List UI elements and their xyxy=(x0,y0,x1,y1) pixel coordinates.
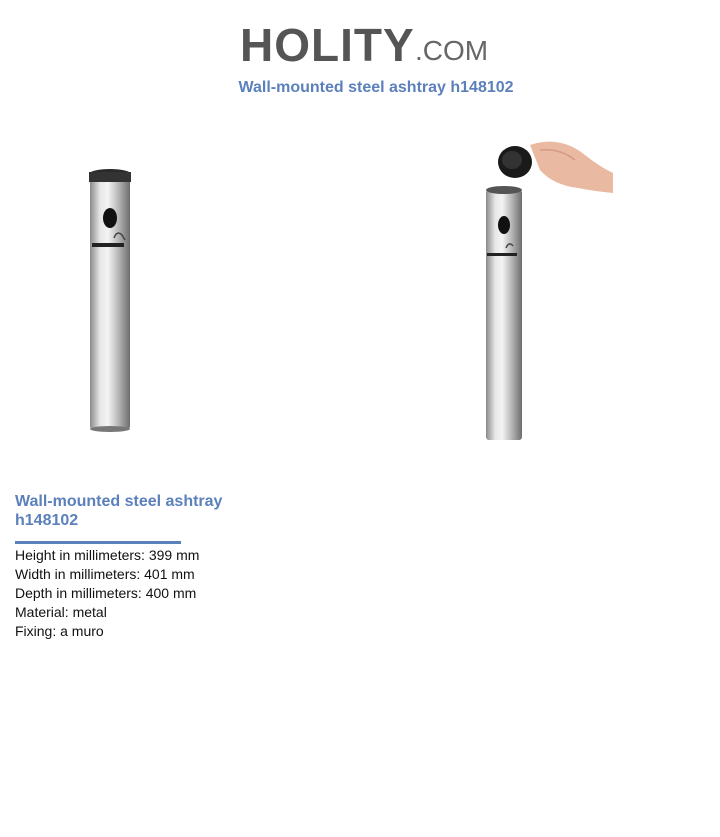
product-image-front xyxy=(10,150,210,450)
product-name xyxy=(15,492,255,530)
spec-label: Material: xyxy=(15,604,69,620)
spec-value: metal xyxy=(72,604,107,620)
spec-label: Depth in millimeters: xyxy=(15,585,142,601)
steel-ashtray-open-icon xyxy=(486,186,522,440)
spec-label: Fixing: xyxy=(15,623,57,639)
spec-depth xyxy=(15,584,199,603)
spec-material xyxy=(15,603,199,622)
spec-value: 401 mm xyxy=(144,566,195,582)
lid-icon xyxy=(498,146,532,178)
product-name-line2: h148102 xyxy=(15,512,79,529)
product-name-line1: Wall-mounted steel ashtray xyxy=(15,493,223,510)
spec-fixing xyxy=(15,622,199,641)
spec-label: Height in millimeters: xyxy=(15,547,145,563)
holity-logo[interactable] xyxy=(240,8,490,70)
logo-text: HOLITY xyxy=(240,19,415,71)
spec-value: 399 mm xyxy=(148,547,200,563)
spec-width xyxy=(15,565,199,584)
hand-icon xyxy=(530,142,613,193)
steel-ashtray-icon xyxy=(89,169,131,432)
product-image-hand-lid xyxy=(400,130,630,450)
spec-value: 400 mm xyxy=(145,585,197,601)
spec-value: a muro xyxy=(60,623,104,639)
spec-list xyxy=(15,546,199,641)
title-divider xyxy=(15,541,181,544)
spec-height xyxy=(15,546,199,565)
page-title: Wall-mounted steel ashtray h148102 xyxy=(238,79,514,96)
logo-suffix: .COM xyxy=(415,35,489,66)
spec-label: Width in millimeters: xyxy=(15,566,141,582)
